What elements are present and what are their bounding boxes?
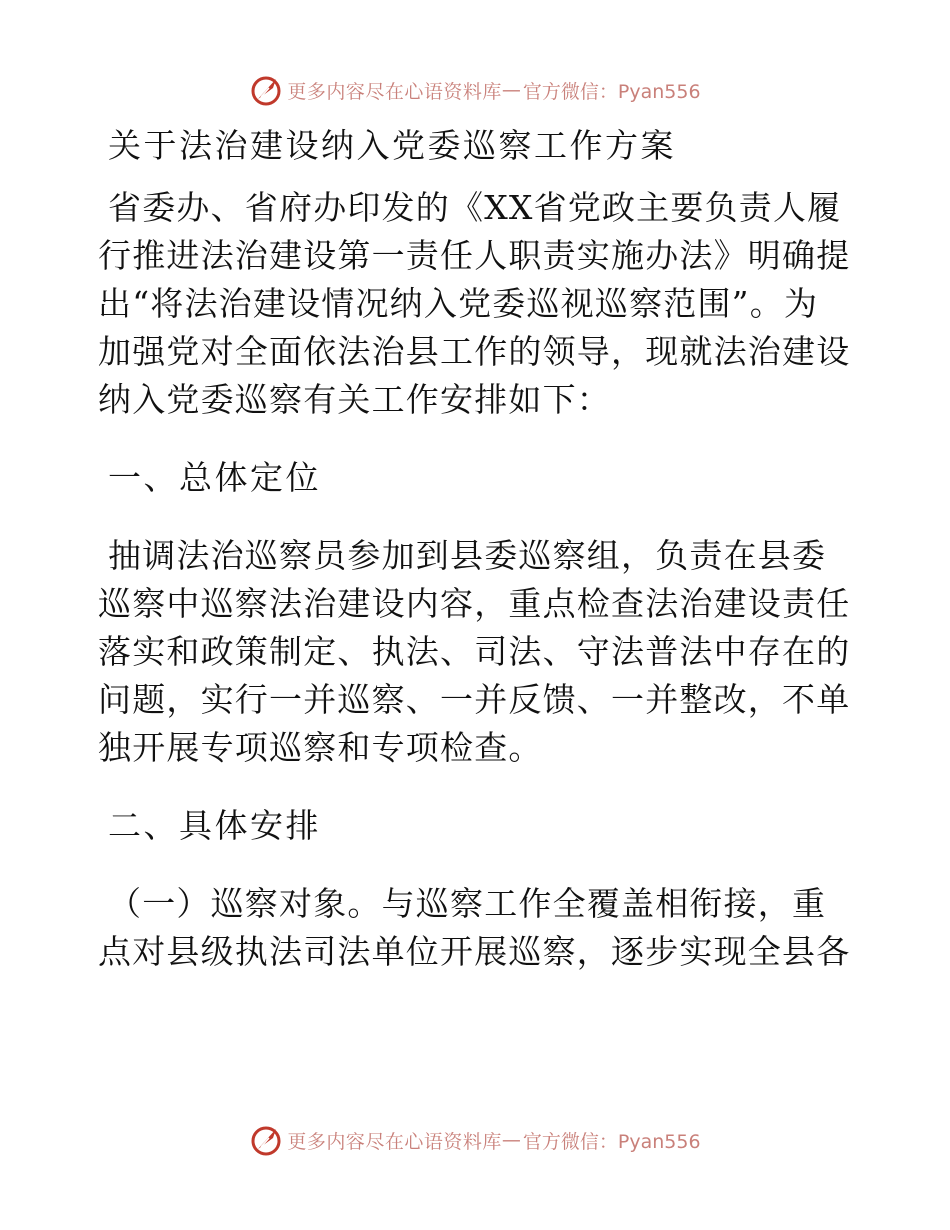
quill-logo-icon	[249, 1123, 283, 1157]
text-line: 点对县级执法司法单位开展巡察，逐步实现全县各	[98, 932, 851, 971]
watermark-separator: —	[501, 79, 521, 101]
watermark-separator: —	[501, 1129, 521, 1151]
watermark-contact: 官方微信：Pyan556	[522, 80, 701, 103]
text-line: 独开展专项巡察和专项检查。	[98, 728, 543, 767]
text-line: 出“将法治建设情况纳入党委巡视巡察范围”。为	[98, 284, 819, 323]
text-line: 落实和政策制定、执法、司法、守法普法中存在的	[98, 632, 851, 671]
watermark-text: 更多内容尽在心语资料库	[287, 80, 502, 103]
watermark-contact: 官方微信：Pyan556	[522, 1130, 701, 1153]
text-line: 抽调法治巡察员参加到县委巡察组，负责在县委	[108, 536, 827, 575]
paragraph-intro	[98, 184, 850, 424]
paragraph-positioning	[98, 532, 850, 772]
text-line: 纳入党委巡察有关工作安排如下：	[98, 380, 611, 419]
document-title: 关于法治建设纳入党委巡察工作方案	[108, 126, 676, 165]
section-heading-1: 一、总体定位	[108, 458, 321, 497]
text-line: 行推进法治建设第一责任人职责实施办法》明确提	[98, 236, 851, 275]
quill-logo-icon	[249, 73, 283, 107]
watermark-header	[0, 72, 950, 108]
watermark-footer	[0, 1122, 950, 1158]
text-line: 问题，实行一并巡察、一并反馈、一并整改，不单	[98, 680, 851, 719]
document-body	[98, 122, 850, 976]
text-line: 省委办、省府办印发的《XX省党政主要负责人履	[108, 188, 842, 227]
section-heading-2: 二、具体安排	[108, 806, 321, 845]
watermark-text: 更多内容尽在心语资料库	[287, 1130, 502, 1153]
text-line: 巡察中巡察法治建设内容，重点检查法治建设责任	[98, 584, 851, 623]
text-line: 加强党对全面依法治县工作的领导，现就法治建设	[98, 332, 851, 371]
text-line: （一）巡察对象。与巡察工作全覆盖相衔接，重	[108, 884, 827, 923]
paragraph-arrangement	[98, 880, 850, 976]
